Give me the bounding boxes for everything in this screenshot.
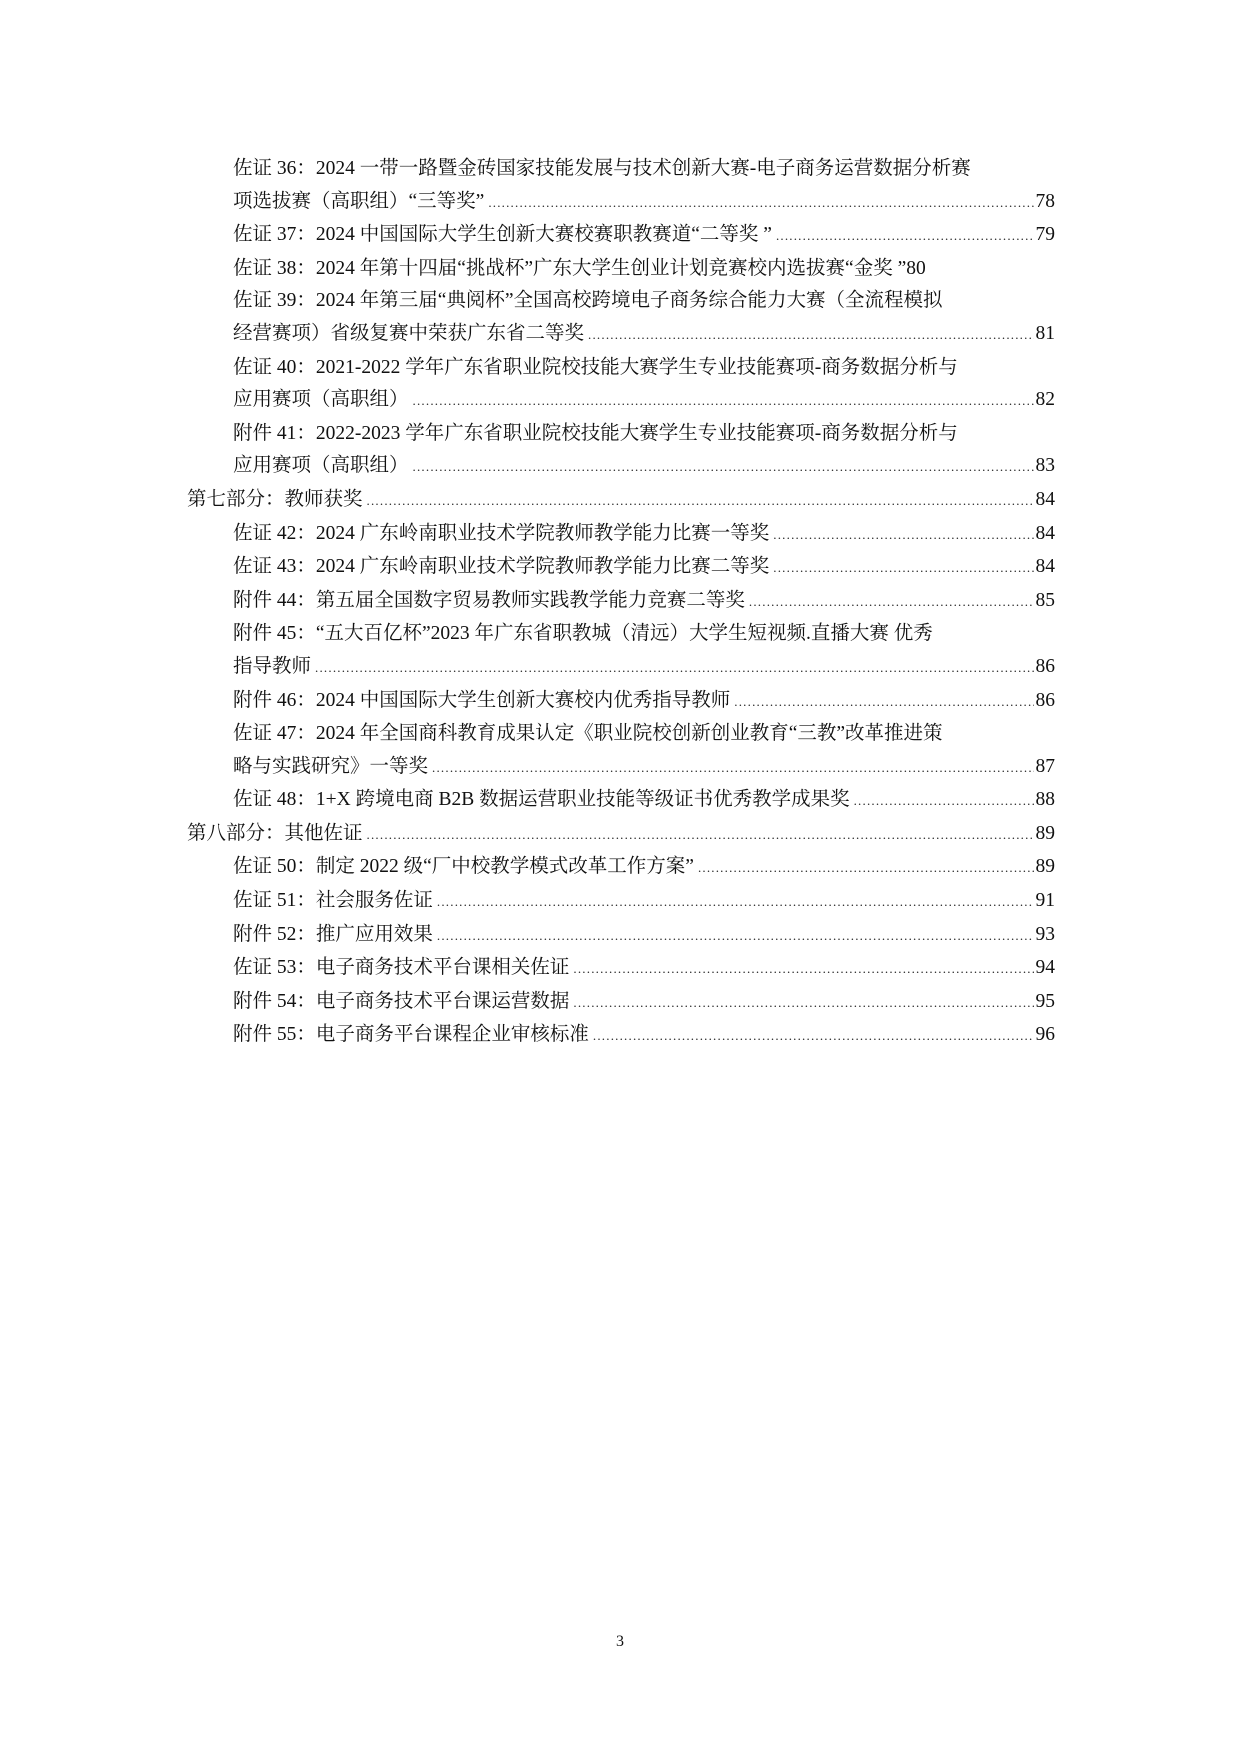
toc-item-entry[interactable]: [187, 618, 1055, 684]
toc-entry-title-line: 佐证 47：2024 年全国商科教育成果认定《职业院校创新创业教育“三教”改革推进策: [233, 723, 943, 745]
toc-item-entry[interactable]: [187, 518, 1055, 552]
toc-page-number: 79: [1035, 224, 1055, 246]
toc-page-number: 94: [1035, 957, 1055, 979]
toc-page-number: 95: [1035, 990, 1055, 1012]
toc-entry-row: [233, 186, 1055, 220]
toc-section-entry[interactable]: [187, 818, 1055, 852]
toc-dot-leader: [573, 987, 1033, 1020]
toc-page-number: 86: [1035, 689, 1055, 711]
toc-entry-title: 附件 55：电子商务平台课程企业审核标准: [233, 1024, 589, 1046]
toc-item-entry[interactable]: [187, 352, 1055, 418]
toc-entry-title-line: 佐证 40：2021-2022 学年广东省职业院校技能大赛学生专业技能赛项-商务数据分析与: [233, 356, 958, 378]
toc-page-number: 91: [1035, 890, 1055, 912]
toc-page-number: 81: [1035, 322, 1055, 344]
toc-item-entry[interactable]: [187, 285, 1055, 351]
toc-entry-title: 佐证 50：制定 2022 级“厂中校教学模式改革工作方案”: [233, 856, 694, 878]
toc-entry-row: [233, 851, 1055, 885]
toc-entry-row: [233, 986, 1055, 1020]
toc-item-entry[interactable]: [187, 952, 1055, 986]
toc-item-entry[interactable]: [187, 219, 1055, 253]
table-of-contents: [187, 153, 1055, 1053]
toc-dot-leader: [315, 652, 1033, 685]
toc-entry-title-line: 附件 41：2022-2023 学年广东省职业院校技能大赛学生专业技能赛项-商务数据分析与: [233, 422, 958, 444]
toc-dot-leader: [413, 451, 1034, 484]
toc-item-entry[interactable]: [187, 718, 1055, 784]
toc-page-number: 82: [1035, 389, 1055, 411]
toc-entry-title: 第七部分：教师获奖: [187, 488, 363, 510]
toc-item-entry[interactable]: [187, 551, 1055, 585]
page-number: 3: [616, 1633, 624, 1650]
toc-dot-leader: [854, 785, 1034, 818]
toc-entry-title: 佐证 48：1+X 跨境电商 B2B 数据运营职业技能等级证书优秀教学成果奖: [233, 789, 850, 811]
toc-page-number: 83: [1035, 455, 1055, 477]
toc-dot-leader: [367, 819, 1034, 852]
toc-entry-title: 应用赛项（高职组）: [233, 455, 409, 477]
toc-entry-title: 略与实践研究》一等奖: [233, 755, 429, 777]
toc-page-number: 85: [1035, 589, 1055, 611]
toc-page-number: 78: [1035, 190, 1055, 212]
toc-dot-leader: [437, 920, 1034, 953]
toc-dot-leader: [749, 586, 1034, 619]
toc-entry-title: 经营赛项）省级复赛中荣获广东省二等奖: [233, 322, 585, 344]
toc-entry-title: 佐证 42：2024 广东岭南职业技术学院教师教学能力比赛一等奖: [233, 522, 770, 544]
toc-item-entry[interactable]: [187, 418, 1055, 484]
toc-page-number: 84: [1035, 488, 1055, 510]
toc-entry-title: 佐证 38：2024 年第十四届“挑战杯”广东大学生创业计划竞赛校内选拔赛“金奖 ”: [233, 257, 907, 279]
toc-page-number: 88: [1035, 789, 1055, 811]
toc-dot-leader: [698, 852, 1034, 885]
toc-entry-row: [233, 585, 1055, 619]
toc-item-entry[interactable]: [187, 585, 1055, 619]
toc-entry-title-line: 附件 45：“五大百亿杯”2023 年广东省职教城（清远）大学生短视频.直播大赛 优秀: [233, 623, 933, 645]
toc-entry-row: [233, 784, 1055, 818]
toc-entry-title: 佐证 43：2024 广东岭南职业技术学院教师教学能力比赛二等奖: [233, 556, 770, 578]
toc-item-entry[interactable]: [187, 685, 1055, 719]
toc-page-number: 86: [1035, 655, 1055, 677]
toc-item-entry[interactable]: [187, 253, 1055, 286]
toc-item-entry[interactable]: [187, 153, 1055, 219]
toc-entry-title: 第八部分：其他佐证: [187, 822, 363, 844]
toc-dot-leader: [488, 187, 1033, 220]
toc-page-number: 80: [906, 257, 926, 279]
toc-page-number: 89: [1035, 856, 1055, 878]
toc-entry-title: 佐证 51：社会服务佐证: [233, 890, 433, 912]
toc-item-entry[interactable]: [187, 784, 1055, 818]
toc-dot-leader: [588, 319, 1033, 352]
toc-entry-row: [233, 450, 1055, 484]
toc-entry-row: [233, 1019, 1055, 1053]
toc-entry-row: [233, 253, 1055, 286]
toc-entry-title: 附件 52：推广应用效果: [233, 923, 433, 945]
toc-dot-leader: [573, 953, 1033, 986]
toc-entry-title: 佐证 53：电子商务技术平台课相关佐证: [233, 957, 570, 979]
toc-page-number: 96: [1035, 1024, 1055, 1046]
toc-entry-row: [233, 551, 1055, 585]
toc-entry-row: [233, 885, 1055, 919]
toc-entry-title: 附件 54：电子商务技术平台课运营数据: [233, 990, 570, 1012]
toc-entry-row: [233, 318, 1055, 352]
toc-entry-row: [187, 484, 1055, 518]
toc-dot-leader: [773, 519, 1033, 552]
toc-item-entry[interactable]: [187, 1019, 1055, 1053]
toc-item-entry[interactable]: [187, 851, 1055, 885]
toc-item-entry[interactable]: [187, 885, 1055, 919]
toc-entry-title: 项选拔赛（高职组）“三等奖”: [233, 190, 485, 212]
toc-entry-title: 佐证 37：2024 中国国际大学生创新大赛校赛职教赛道“二等奖 ”: [233, 224, 772, 246]
toc-dot-leader: [773, 552, 1033, 585]
toc-entry-title: 指导教师: [233, 655, 312, 677]
toc-entry-row: [233, 751, 1055, 785]
toc-page-number: 84: [1035, 556, 1055, 578]
toc-entry-title: 附件 44：第五届全国数字贸易教师实践教学能力竞赛二等奖: [233, 589, 745, 611]
toc-entry-row: [233, 651, 1055, 685]
toc-entry-title: 附件 46：2024 中国国际大学生创新大赛校内优秀指导教师: [233, 689, 731, 711]
toc-section-entry[interactable]: [187, 484, 1055, 518]
toc-entry-row: [233, 518, 1055, 552]
toc-entry-row: [187, 818, 1055, 852]
toc-dot-leader: [593, 1020, 1034, 1053]
toc-entry-row: [233, 219, 1055, 253]
toc-entry-title-line: 佐证 39：2024 年第三届“典阅杯”全国高校跨境电子商务综合能力大赛（全流程模拟: [233, 290, 943, 312]
toc-page-number: 89: [1035, 822, 1055, 844]
toc-entry-row: [233, 384, 1055, 418]
toc-entry-row: [233, 685, 1055, 719]
toc-dot-leader: [437, 886, 1034, 919]
toc-dot-leader: [367, 485, 1034, 518]
toc-dot-leader: [432, 752, 1033, 785]
toc-entry-row: [233, 919, 1055, 953]
toc-dot-leader: [734, 686, 1033, 719]
toc-entry-title: 应用赛项（高职组）: [233, 389, 409, 411]
toc-page-number: 87: [1035, 755, 1055, 777]
toc-entry-row: [233, 952, 1055, 986]
toc-page-number: 84: [1035, 522, 1055, 544]
toc-dot-leader: [413, 385, 1034, 418]
toc-entry-title-line: 佐证 36：2024 一带一路暨金砖国家技能发展与技术创新大赛-电子商务运营数据分析赛: [233, 158, 971, 179]
toc-dot-leader: [776, 220, 1034, 253]
toc-item-entry[interactable]: [187, 986, 1055, 1020]
toc-item-entry[interactable]: [187, 919, 1055, 953]
toc-page-number: 93: [1035, 923, 1055, 945]
